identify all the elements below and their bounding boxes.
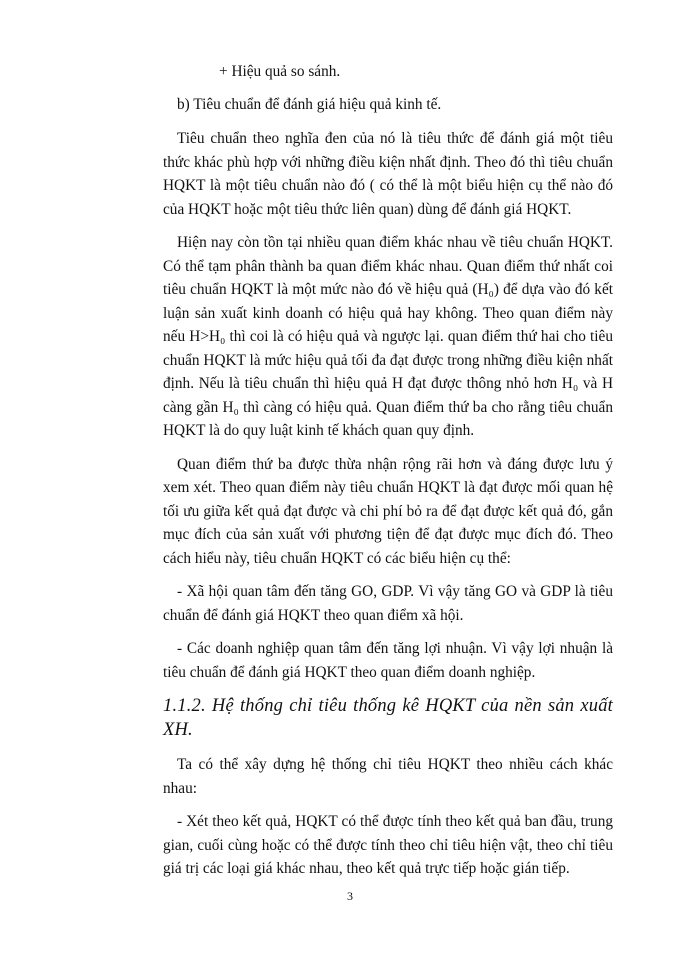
paragraph-society-criterion: - Xã hội quan tâm đến tăng GO, GDP. Vì vậy tăng GO và GDP là tiêu chuẩn để đánh giá HQKT theo quan điểm xã hội. xyxy=(163,583,613,624)
paragraph-enterprise-criterion: - Các doanh nghiệp quan tâm đến tăng lợi nhuận. Vì vậy lợi nhuận là tiêu chuẩn để đánh giá HQKT theo quan điểm doanh nghiệp. xyxy=(163,640,613,681)
page-number: 3 xyxy=(347,889,353,903)
subheading-b: b) Tiêu chuẩn để đánh giá hiệu quả kinh tế. xyxy=(177,95,442,113)
document-body xyxy=(163,60,613,891)
paragraph-indicator-system: Ta có thể xây dựng hệ thống chỉ tiêu HQKT theo nhiều cách khác nhau: xyxy=(163,756,613,797)
bullet-line: + Hiệu quả so sánh. xyxy=(219,63,341,80)
paragraph-standard-definition: Tiêu chuẩn theo nghĩa đen của nó là tiêu thức để đánh giá một tiêu thức khác phù hợp với những điều kiện nhất định. Theo đó thì tiêu chuẩn HQKT là một tiêu chuẩn nào đó ( có thể là một biểu hiện cụ thể nào đó của HQKT hoặc một tiêu thức liên quan) dùng để đánh giá HQKT. xyxy=(163,130,613,218)
section-heading: 1.1.2. Hệ thống chỉ tiêu thống kê HQKT của nền sản xuất XH. xyxy=(163,696,613,740)
paragraph-third-viewpoint: Quan điểm thứ ba được thừa nhận rộng rãi hơn và đáng được lưu ý xem xét. Theo quan điểm này tiêu chuẩn HQKT là đạt được mối quan hệ tối ưu giữa kết quả đạt được và chi phí bỏ ra để đạt được kết quả đó, gắn mục đích của sản xuất với phương tiện để đạt được mục đích đó. Theo cách hiểu này, tiêu chuẩn HQKT có các biểu hiện cụ thể: xyxy=(163,455,613,567)
paragraph-by-result: - Xét theo kết quả, HQKT có thể được tính theo kết quả ban đầu, trung gian, cuối cùng hoặc có thể được tính theo chỉ tiêu hiện vật, theo chỉ tiêu giá trị các loại giá khác nhau, theo kết quả trực tiếp hoặc gián tiếp. xyxy=(163,813,613,877)
paragraph-viewpoints: Hiện nay còn tồn tại nhiều quan điểm khác nhau về tiêu chuẩn HQKT. Có thể tạm phân thành ba quan điểm khác nhau. Quan điểm thứ nhất coi tiêu chuẩn HQKT là một mức nào đó về hiệu quả (H₀) để dựa vào đó kết luận sản xuất kinh doanh có hiệu quả hay không. Theo quan điểm này nếu H>H₀ thì coi là có hiệu quả và ngược lại. quan điểm thứ hai cho tiêu chuẩn HQKT là mức hiệu quả tối đa đạt được trong những điều kiện nhất định. Nếu là tiêu chuẩn thì hiệu quả H đạt được thông nhỏ hơn H₀ và H càng gần H₀ thì càng có hiệu quả. Quan điểm thứ ba cho rằng tiêu chuẩn HQKT là do quy luật kinh tế khách quan quy định. xyxy=(163,234,613,439)
